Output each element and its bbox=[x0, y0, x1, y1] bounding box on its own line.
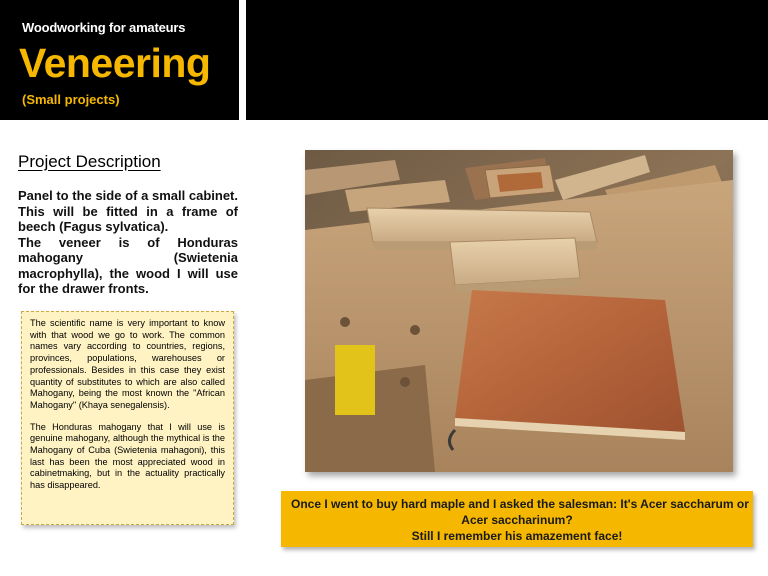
page-title: Veneering bbox=[19, 40, 211, 86]
workbench-veneer-photo bbox=[305, 150, 733, 472]
header-banner bbox=[246, 0, 768, 120]
note-box bbox=[21, 311, 234, 525]
page-subtitle: (Small projects) bbox=[22, 92, 120, 107]
project-description bbox=[18, 188, 238, 297]
anecdote-line-3: Still I remember his amazement face! bbox=[411, 529, 623, 543]
description-paragraph-1: Panel to the side of a small cabinet. This will be fitted in a frame of beech (Fagus sylvatica). bbox=[18, 188, 238, 234]
note-paragraph-2: The Honduras mahogany that I will use is genuine mahogany, although the mythical is the Mahogany of Cuba (Swietenia mahagoni), this last has been the most appreciated wood in cabinetmaking, but in the actuality practically has disappeared. bbox=[30, 421, 225, 491]
section-heading: Project Description bbox=[18, 152, 161, 171]
header-title-panel bbox=[0, 0, 242, 120]
note-paragraph-1: The scientific name is very important to know with that wood we go to work. The common names vary according to countries, regions, provinces, populations, warehouses or professionals. Besides in this case they exist quantity of substitutes to which are also called Mahogany, being the most known the "African Mahogany" (Khaya senegalensis). bbox=[30, 318, 225, 410]
yellow-clamp bbox=[335, 345, 375, 415]
mahogany-panel bbox=[455, 290, 685, 432]
anecdote-line-1: Once I went to buy hard maple and I asked the salesman: It's Acer saccharum or bbox=[291, 497, 749, 511]
anecdote-line-2: Acer saccharinum? bbox=[461, 513, 573, 527]
anecdote-callout bbox=[281, 491, 753, 547]
course-label: Woodworking for amateurs bbox=[22, 20, 186, 35]
description-paragraph-2: The veneer is of Honduras mahogany (Swietenia macrophylla), the wood I will use for the drawer fronts. bbox=[18, 234, 238, 296]
